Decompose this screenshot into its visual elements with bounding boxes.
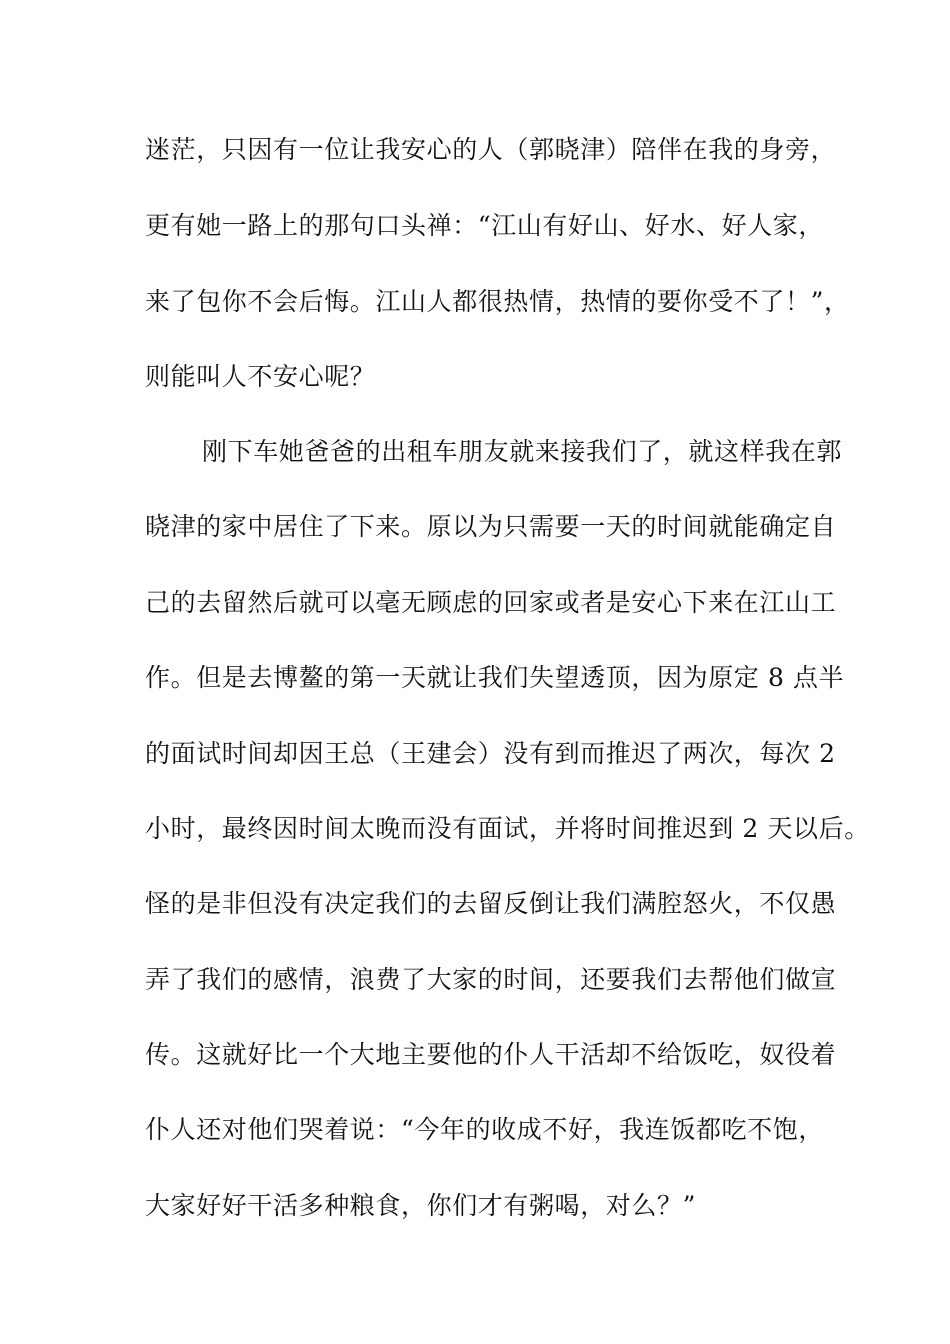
text-line-6: 晓津的家中居住了下来。原以为只需要一天的时间就能确定自 <box>145 512 837 541</box>
text-line-13: 传。这就好比一个大地主要他的仆人干活却不给饭吃，奴役着 <box>145 1040 837 1069</box>
text-line-12: 弄了我们的感情，浪费了大家的时间，还要我们去帮他们做宣 <box>145 965 837 994</box>
text-line-8: 作。但是去博鳌的第一天就让我们失望透顶，因为原定 8 点半 <box>145 663 845 692</box>
text-line-1: 迷茫，只因有一位让我安心的人（郭晓津）陪伴在我的身旁， <box>145 135 837 164</box>
text-line-2: 更有她一路上的那句口头禅：“江山有好山、好水、好人家， <box>145 211 824 240</box>
text-line-4: 则能叫人不安心呢？ <box>145 362 376 391</box>
text-line-3: 来了包你不会后悔。江山人都很热情，热情的要你受不了！”， <box>145 287 850 316</box>
text-line-15: 大家好好干活多种粮食，你们才有粥喝，对么？” <box>145 1191 696 1220</box>
paragraph-start-line: 刚下车她爸爸的出租车朋友就来接我们了，就这样我在郭 <box>202 437 843 466</box>
text-line-7: 己的去留然后就可以毫无顾虑的回家或者是安心下来在江山工 <box>145 588 837 617</box>
text-line-9: 的面试时间却因王总（王建会）没有到而推迟了两次，每次 2 <box>145 739 836 768</box>
text-line-10: 小时，最终因时间太晚而没有面试，并将时间推迟到 2 天以后。 <box>145 814 870 843</box>
text-line-14: 仆人还对他们哭着说：“今年的收成不好，我连饭都吃不饱， <box>145 1115 824 1144</box>
text-line-11: 怪的是非但没有决定我们的去留反倒让我们满腔怒火，不仅愚 <box>145 889 837 918</box>
